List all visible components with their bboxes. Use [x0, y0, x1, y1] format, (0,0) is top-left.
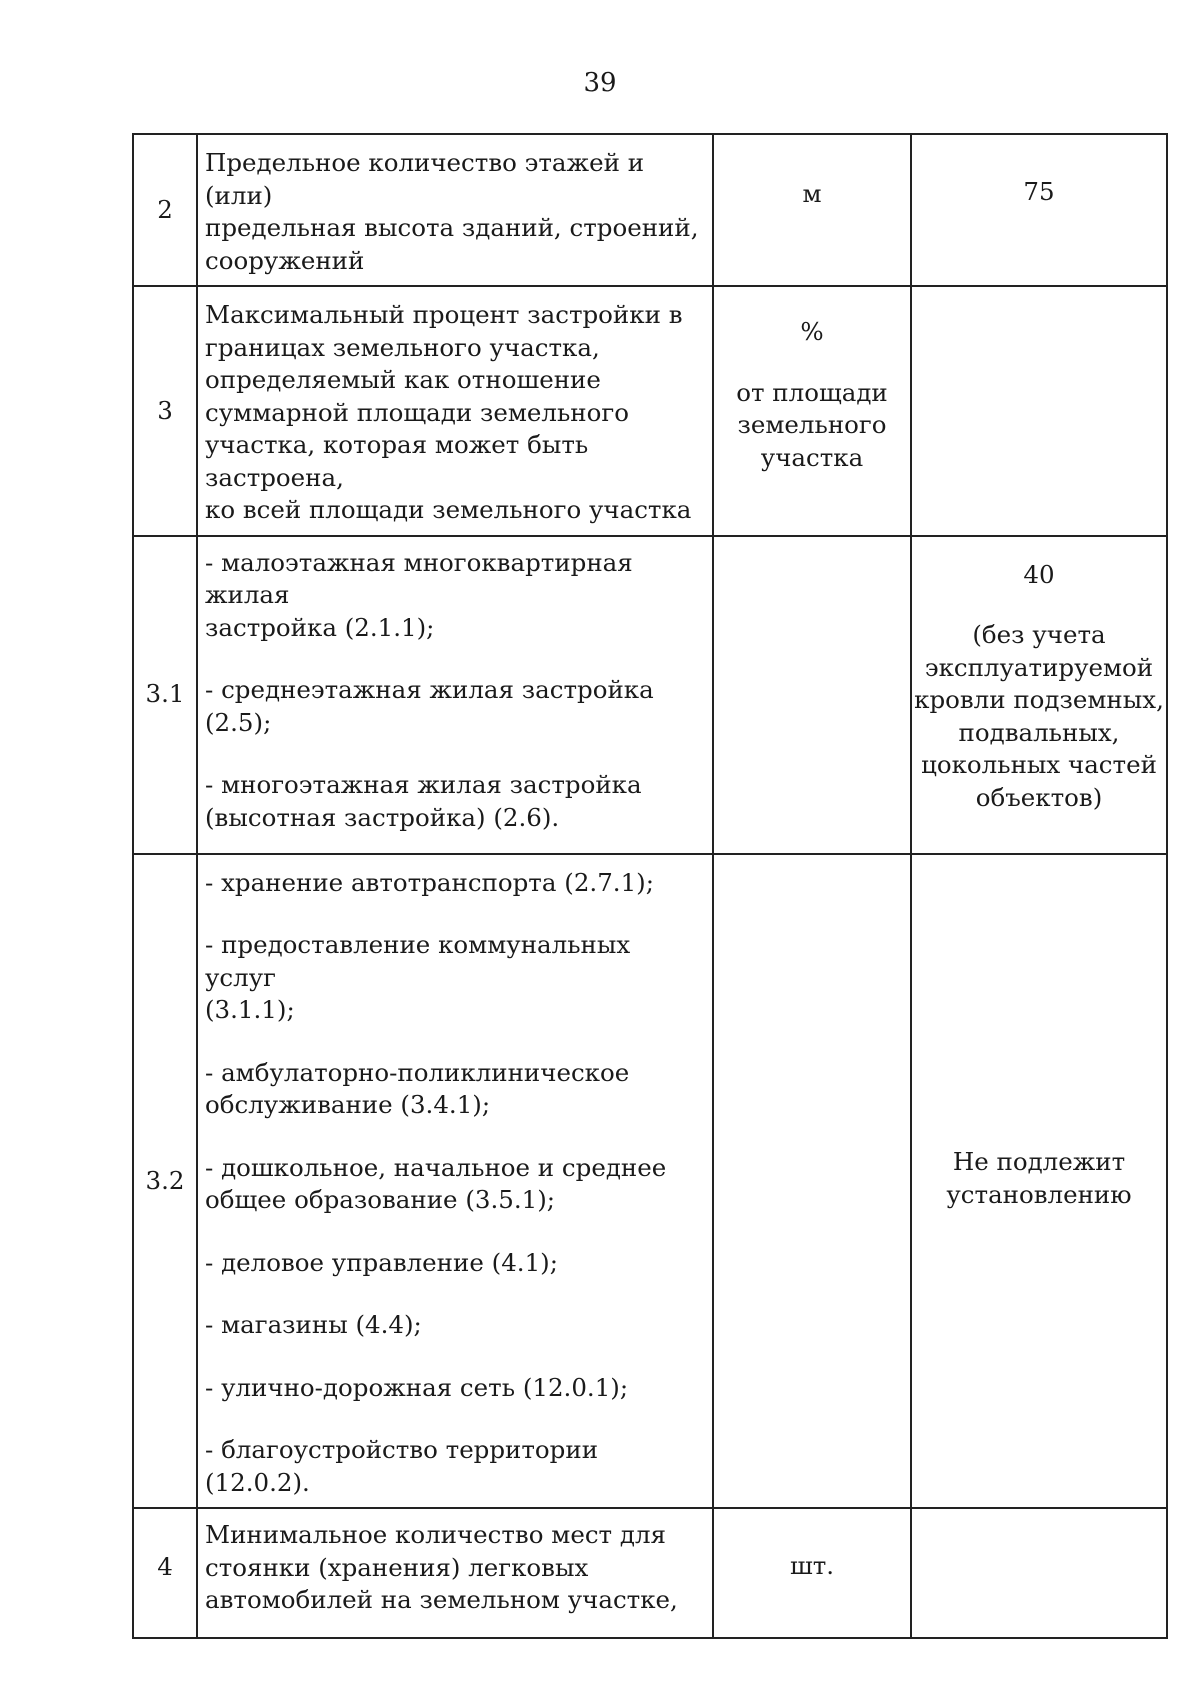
parameter-name: Максимальный процент застройки в границах земельного участка, определяемый как отношение суммарной площади земельного участка, которая может быть застроена, ко всей площади земельного участка — [197, 286, 713, 536]
list-item: - магазины (4.4); — [205, 1310, 422, 1339]
row-number: 3 — [133, 286, 197, 536]
parameter-name: Предельное количество этажей и (или) предельная высота зданий, строений, сооружений — [197, 134, 713, 286]
list-item: - амбулаторно-поликлиническое обслуживание (3.4.1); — [205, 1057, 630, 1119]
page-number: 39 — [583, 68, 617, 98]
list-item: - среднеэтажная жилая застройка (2.5); — [205, 675, 654, 737]
table-row — [133, 134, 1167, 286]
row-number: 3.2 — [133, 854, 197, 1509]
table-row — [133, 1508, 1167, 1638]
land-use-list — [197, 536, 713, 854]
list-item: - дошкольное, начальное и среднее общее образование (3.5.1); — [205, 1152, 667, 1214]
list-item: - хранение автотранспорта (2.7.1); — [205, 867, 654, 897]
value-cell: 75 — [911, 134, 1167, 286]
unit-cell: % от площади земельного участка — [713, 286, 911, 536]
list-item: - многоэтажная жилая застройка (высотная застройка) (2.6). — [205, 770, 642, 832]
land-use-list — [197, 854, 713, 1509]
parameter-name: Минимальное количество мест для стоянки (хранения) легковых автомобилей на земельном участке, — [197, 1508, 713, 1638]
list-item: - предоставление коммунальных услуг (3.1.1); — [205, 930, 631, 1024]
value-cell — [911, 286, 1167, 536]
list-item: - улично-дорожная сеть (12.0.1); — [205, 1372, 629, 1402]
value-cell: Не подлежит установлению — [911, 854, 1167, 1509]
table-row — [133, 854, 1167, 1509]
table-row — [133, 286, 1167, 536]
row-number: 4 — [133, 1508, 197, 1638]
unit-cell — [713, 854, 911, 1509]
unit-cell: шт. — [713, 1508, 911, 1638]
unit-cell: м — [713, 134, 911, 286]
table-row — [133, 536, 1167, 854]
value-cell: 40 (без учета эксплуатируемой кровли подземных, подвальных, цокольных частей объектов) — [911, 536, 1167, 854]
value-cell — [911, 1508, 1167, 1638]
unit-cell — [713, 536, 911, 854]
list-item: - деловое управление (4.1); — [205, 1247, 558, 1277]
parameters-table — [132, 133, 1168, 1639]
list-item: - малоэтажная многоквартирная жилая застройка (2.1.1); — [205, 547, 633, 642]
list-item: - благоустройство территории (12.0.2). — [205, 1435, 599, 1497]
row-number: 3.1 — [133, 536, 197, 854]
row-number: 2 — [133, 134, 197, 286]
